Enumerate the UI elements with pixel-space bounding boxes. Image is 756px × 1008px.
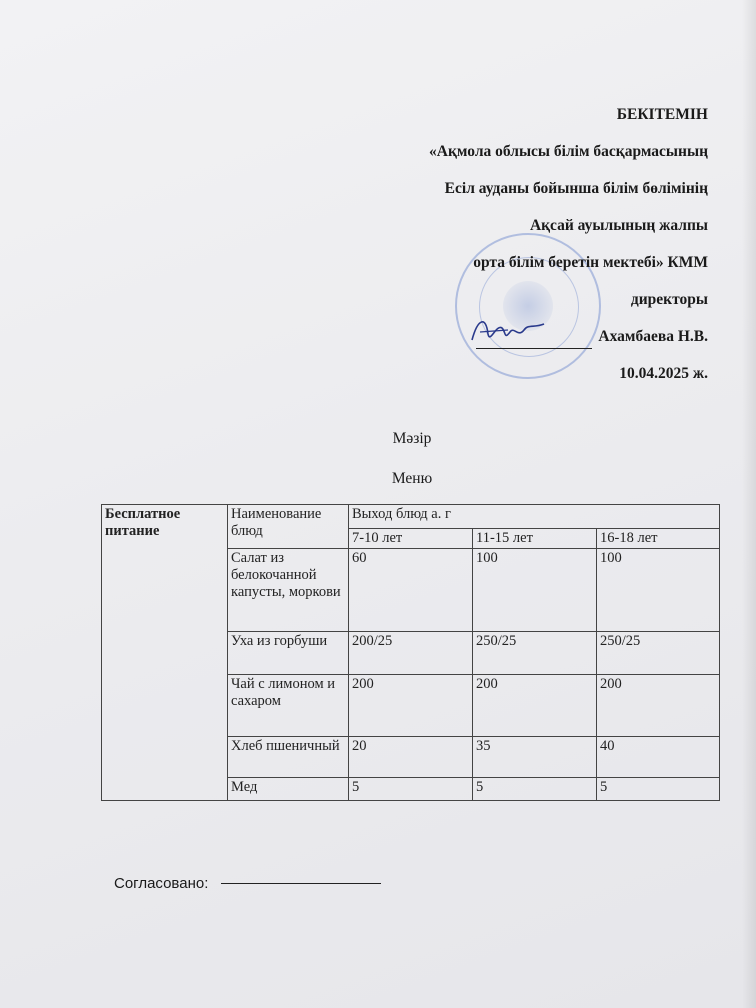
approval-title: БЕКІТЕМІН [616,106,708,123]
dish-name: Хлеб пшеничный [228,737,349,778]
approval-line-2: Есіл ауданы бойынша білім бөлімінің [444,180,708,197]
dish-name: Мед [228,778,349,801]
value-11-15: 200 [473,675,597,737]
page-edge-shadow [742,0,756,1008]
value-11-15: 250/25 [473,632,597,675]
value-7-10: 200/25 [349,632,473,675]
menu-table [101,504,720,801]
approval-line-1: «Ақмола облысы білім басқармасының [429,143,708,160]
age-header-16-18: 16-18 лет [597,529,720,549]
approval-line-3: Ақсай ауылының жалпы [529,217,708,234]
approval-line-5: директоры [630,291,708,308]
dish-name: Салат из белокочанной капусты, моркови [228,549,349,632]
value-16-18: 5 [597,778,720,801]
dish-name: Уха из горбуши [228,632,349,675]
approval-date: 10.04.2025 ж. [619,365,708,382]
dish-name-header: Наименование блюд [228,505,349,549]
value-16-18: 200 [597,675,720,737]
value-7-10: 200 [349,675,473,737]
category-cell: Бесплатное питание [102,505,228,801]
age-header-11-15: 11-15 лет [473,529,597,549]
value-7-10: 20 [349,737,473,778]
value-7-10: 60 [349,549,473,632]
agreed-line [114,875,381,892]
agreed-label: Согласовано: [114,875,209,892]
output-header: Выход блюд а. г [349,505,720,529]
value-16-18: 100 [597,549,720,632]
value-11-15: 35 [473,737,597,778]
handwritten-signature [468,310,548,350]
age-header-7-10: 7-10 лет [349,529,473,549]
value-16-18: 40 [597,737,720,778]
director-name: Ахамбаева Н.В. [598,328,708,345]
value-11-15: 5 [473,778,597,801]
dish-name: Чай с лимоном и сахаром [228,675,349,737]
title-russian: Меню [391,470,433,487]
approval-line-4: орта білім беретін мектебі» КММ [473,254,708,271]
value-11-15: 100 [473,549,597,632]
title-kazakh: Мәзір [392,430,432,447]
table-header-row [102,505,720,529]
value-7-10: 5 [349,778,473,801]
agreed-signature-blank [221,883,381,884]
value-16-18: 250/25 [597,632,720,675]
